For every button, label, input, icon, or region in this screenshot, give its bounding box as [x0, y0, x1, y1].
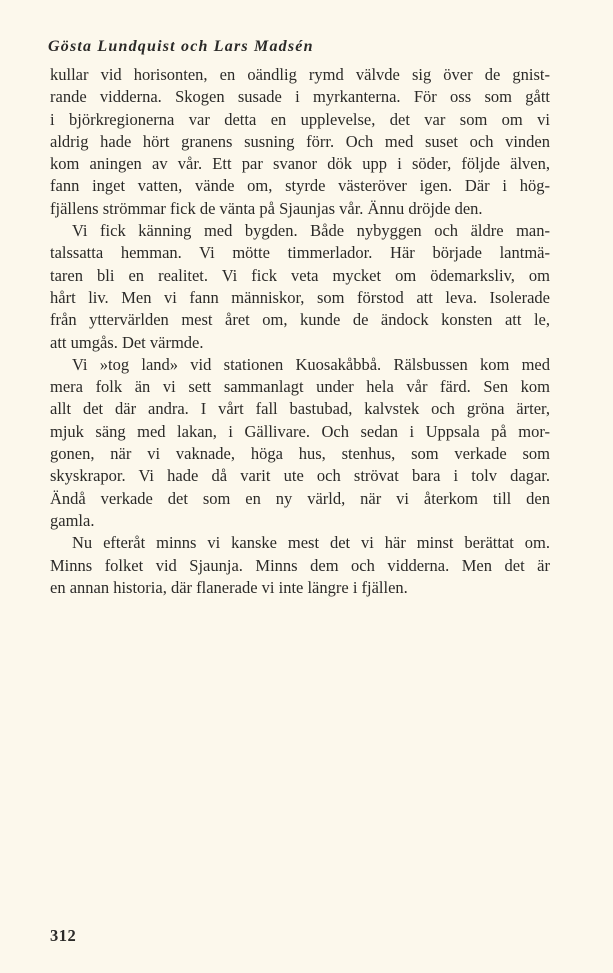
- text-line: skyskrapor. Vi hade då varit ute och strövat bara i tolv dagar.: [50, 466, 550, 486]
- text-line: att umgås. Det värmde.: [50, 332, 204, 352]
- text-line: i björkregionerna var detta en upplevelse, det var som om vi: [50, 109, 550, 129]
- paragraph-start-line: Vi fick känning med bygden. Både nybyggen och äldre man-: [72, 221, 550, 241]
- text-line: från yttervärlden mest året om, kunde de ändock konsten att le,: [50, 310, 550, 330]
- text-line: gamla.: [50, 510, 95, 530]
- text-line: Minns folket vid Sjaunja. Minns dem och vidderna. Men det är: [50, 555, 550, 575]
- page-number: 312: [50, 926, 77, 945]
- text-line: en annan historia, där flanerade vi inte längre i fjällen.: [50, 577, 408, 597]
- text-line: hårt liv. Men vi fann människor, som förstod att leva. Isolerade: [50, 287, 550, 307]
- text-line: mjuk säng med lakan, i Gällivare. Och sedan i Uppsala på mor-: [50, 421, 550, 441]
- running-head: Gösta Lundquist och Lars Madsén: [48, 38, 314, 55]
- text-line: Ändå verkade det som en ny värld, när vi återkom till den: [50, 488, 550, 508]
- paragraph-start-line: Nu efteråt minns vi kanske mest det vi här minst berättat om.: [72, 533, 550, 553]
- text-line: talssatta hemman. Vi mötte timmerlador. Här började lantmä-: [50, 243, 550, 263]
- text-line: kullar vid horisonten, en oändlig rymd välvde sig över de gnist-: [50, 65, 550, 84]
- text-line: fjällens strömmar fick de vänta på Sjaunjas vår. Ännu dröjde den.: [50, 198, 483, 218]
- text-line: taren bli en realitet. Vi fick veta mycket om ödemarksliv, om: [50, 265, 550, 285]
- text-line: fann inget vatten, vände om, styrde västeröver igen. Där i hög-: [50, 176, 550, 196]
- text-line: allt det där andra. I vårt fall bastubad, kalvstek och gröna ärter,: [50, 399, 550, 419]
- body-text: [50, 64, 550, 599]
- text-line: rande vidderna. Skogen susade i myrkanterna. För oss som gått: [50, 87, 550, 107]
- text-line: kom aningen av vår. Ett par svanor dök upp i söder, följde älven,: [50, 154, 550, 174]
- text-line: mera folk än vi sett sammanlagt under hela vår färd. Sen kom: [50, 377, 550, 397]
- text-line: gonen, när vi vaknade, höga hus, stenhus, som verkade som: [50, 444, 550, 464]
- text-line: aldrig hade hört granens susning förr. Och med suset och vinden: [50, 131, 550, 151]
- paragraph-start-line: Vi »tog land» vid stationen Kuosakåbbå. Rälsbussen kom med: [72, 354, 550, 374]
